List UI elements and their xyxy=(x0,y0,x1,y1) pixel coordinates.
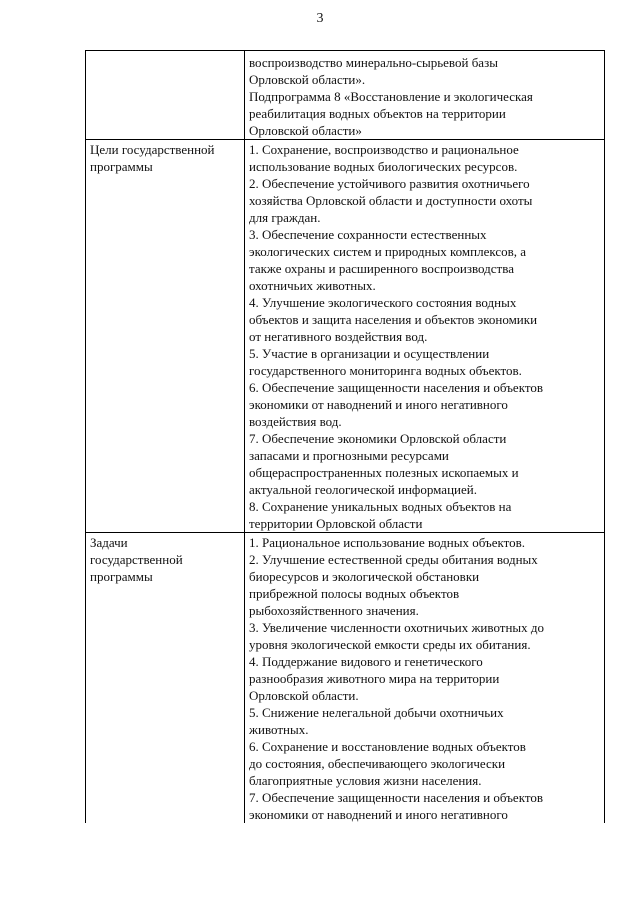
text-line: охотничьих животных. xyxy=(249,278,376,293)
text-line: также охраны и расширенного воспроизводства xyxy=(249,261,514,276)
text-line: для граждан. xyxy=(249,210,321,225)
content-cell xyxy=(245,533,605,824)
text-line: разнообразия животного мира на территории xyxy=(249,671,500,686)
text-line: запасами и прогнозными ресурсами xyxy=(249,448,449,463)
table-row-goals xyxy=(86,140,605,533)
text-line: государственной xyxy=(90,552,183,567)
text-line: Цели государственной xyxy=(90,142,215,157)
text-line: воздействия вод. xyxy=(249,414,342,429)
table-row-subprograms xyxy=(86,51,605,140)
label-cell xyxy=(86,51,245,140)
content-cell xyxy=(245,51,605,140)
text-line: 5. Участие в организации и осуществлении xyxy=(249,346,490,361)
text-line: Орловской области». xyxy=(249,72,366,87)
text-line: 2. Улучшение естественной среды обитания водных xyxy=(249,552,538,567)
text-line: 7. Обеспечение защищенности населения и объектов xyxy=(249,790,543,805)
text-line: реабилитация водных объектов на территории xyxy=(249,106,506,121)
text-line: программы xyxy=(90,159,153,174)
text-line: использование водных биологических ресурсов. xyxy=(249,159,518,174)
content-cell xyxy=(245,140,605,533)
text-line: экономики от наводнений и иного негативного xyxy=(249,807,508,822)
text-line: прибрежной полосы водных объектов xyxy=(249,586,460,601)
text-line: Задачи xyxy=(90,535,128,550)
text-line: 6. Обеспечение защищенности населения и объектов xyxy=(249,380,543,395)
program-passport-table xyxy=(85,50,605,823)
text-line: хозяйства Орловской области и доступности охоты xyxy=(249,193,533,208)
text-line: программы xyxy=(90,569,153,584)
text-line: 2. Обеспечение устойчивого развития охотничьего xyxy=(249,176,530,191)
text-line: уровня экологической емкости среды их обитания. xyxy=(249,637,531,652)
text-line: биоресурсов и экологической обстановки xyxy=(249,569,480,584)
text-line: рыбохозяйственного значения. xyxy=(249,603,419,618)
text-line: до состояния, обеспечивающего экологически xyxy=(249,756,506,771)
text-line: актуальной геологической информацией. xyxy=(249,482,477,497)
text-line: объектов и защита населения и объектов экономики xyxy=(249,312,538,327)
text-line: общераспространенных полезных ископаемых и xyxy=(249,465,519,480)
text-line: экономики от наводнений и иного негативного xyxy=(249,397,508,412)
text-line: 5. Снижение нелегальной добычи охотничьих xyxy=(249,705,504,720)
text-line: животных. xyxy=(249,722,309,737)
text-line: 3. Увеличение численности охотничьих животных до xyxy=(249,620,545,635)
text-line: экологических систем и природных комплексов, а xyxy=(249,244,527,259)
text-line: благоприятные условия жизни населения. xyxy=(249,773,482,788)
text-line: 6. Сохранение и восстановление водных объектов xyxy=(249,739,526,754)
page-number: 3 xyxy=(316,11,324,26)
text-line: государственного мониторинга водных объектов. xyxy=(249,363,522,378)
text-line: 4. Улучшение экологического состояния водных xyxy=(249,295,517,310)
text-line: 3. Обеспечение сохранности естественных xyxy=(249,227,487,242)
text-line: воспроизводство минерально-сырьевой базы xyxy=(249,55,498,70)
text-line: Орловской области» xyxy=(249,123,362,138)
text-line: 7. Обеспечение экономики Орловской области xyxy=(249,431,507,446)
table-row-tasks xyxy=(86,533,605,824)
text-line: 4. Поддержание видового и генетического xyxy=(249,654,483,669)
text-line: от негативного воздействия вод. xyxy=(249,329,428,344)
text-line: территории Орловской области xyxy=(249,516,423,531)
text-line: 1. Сохранение, воспроизводство и рациональное xyxy=(249,142,519,157)
text-line: Подпрограмма 8 «Восстановление и экологическая xyxy=(249,89,533,104)
label-cell xyxy=(86,140,245,533)
text-line: 8. Сохранение уникальных водных объектов на xyxy=(249,499,512,514)
label-cell xyxy=(86,533,245,824)
text-line: Орловской области. xyxy=(249,688,359,703)
text-line: 1. Рациональное использование водных объектов. xyxy=(249,535,526,550)
